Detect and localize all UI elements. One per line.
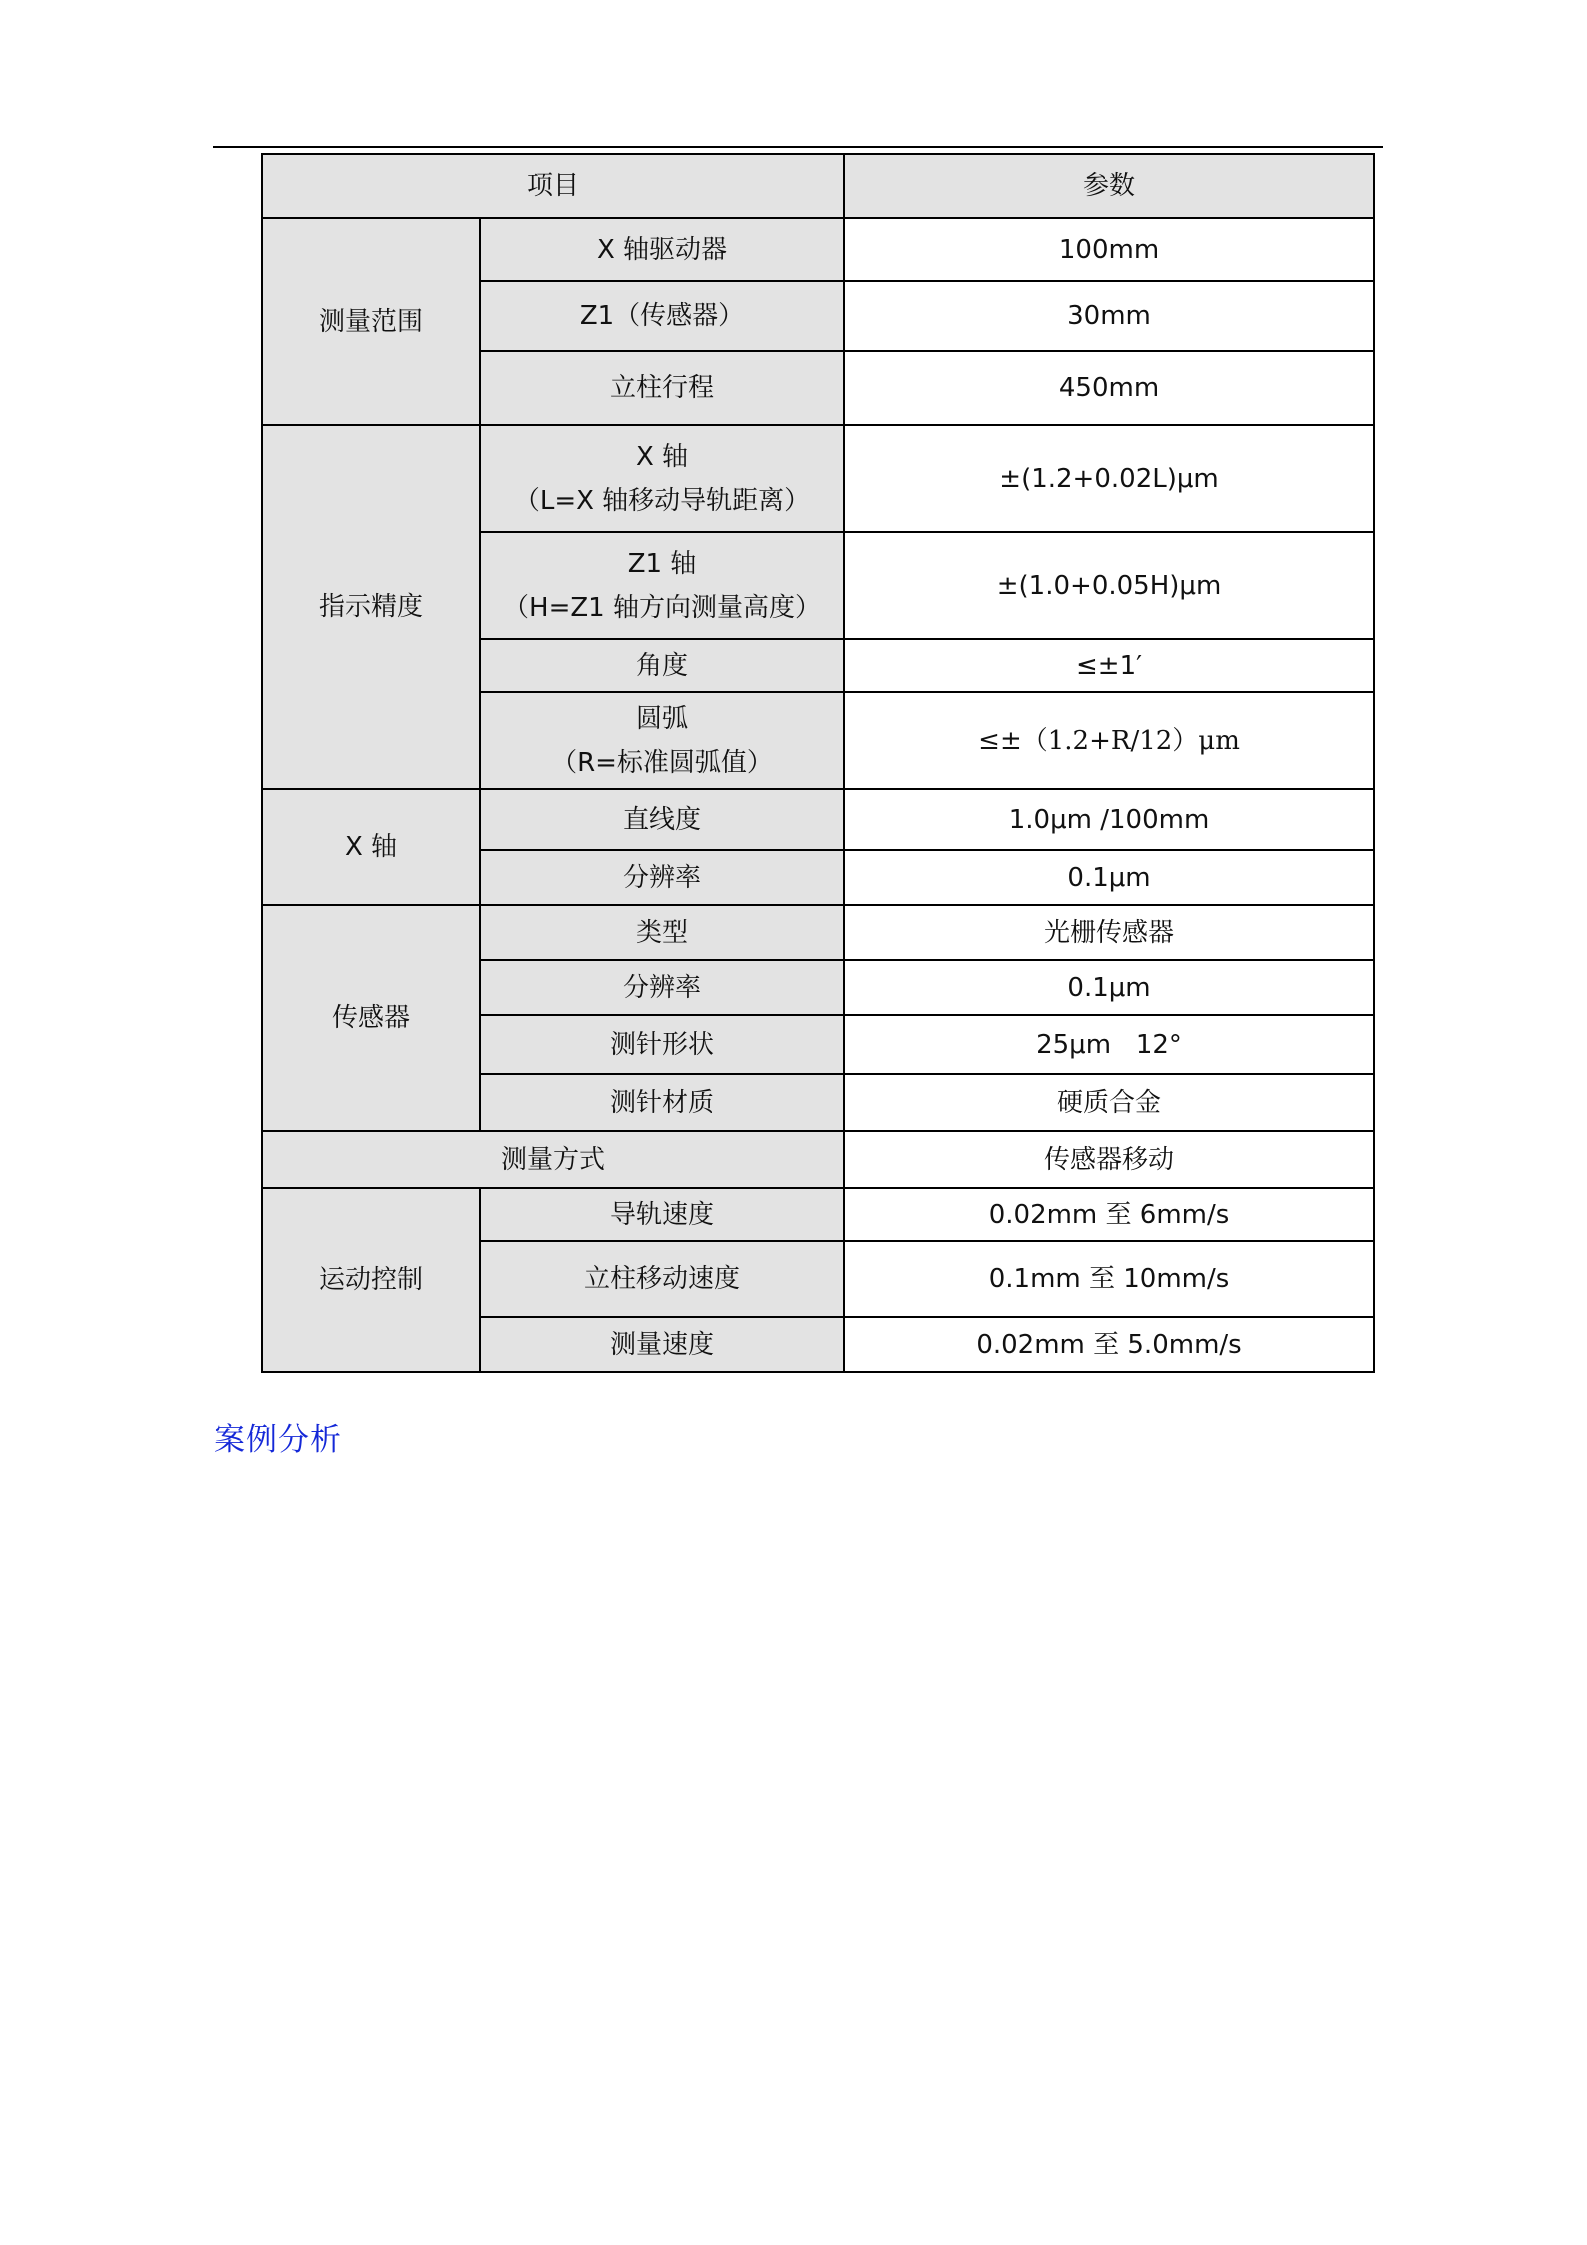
- row-item: 测针材质: [480, 1074, 844, 1131]
- row-item: [480, 532, 844, 639]
- row-item: [480, 425, 844, 532]
- row-item: 分辨率: [480, 850, 844, 905]
- group-sensor: 传感器: [262, 905, 480, 1131]
- row-item-note: （R=标准圆弧值）: [551, 747, 773, 778]
- row-value: ≤±1′: [844, 639, 1374, 692]
- row-item: 测针形状: [480, 1015, 844, 1074]
- table-row: [262, 1188, 1374, 1241]
- row-value: 光栅传感器: [844, 905, 1374, 960]
- row-value: ±(1.0+0.05H)μm: [844, 532, 1374, 639]
- table-row: [262, 905, 1374, 960]
- row-item-main: Z1 轴: [627, 548, 697, 579]
- table-header-row: [262, 154, 1374, 218]
- row-value: 25μm 12°: [844, 1015, 1374, 1074]
- row-item: [480, 692, 844, 789]
- row-value: 0.02mm 至 6mm/s: [844, 1188, 1374, 1241]
- section-heading-case-analysis[interactable]: 案例分析: [214, 1422, 342, 1458]
- row-item: 分辨率: [480, 960, 844, 1015]
- row-value: 传感器移动: [844, 1131, 1374, 1188]
- table-row: [262, 1131, 1374, 1188]
- table-row: [262, 789, 1374, 850]
- page-top-rule: [213, 146, 1383, 148]
- group-measure-method: 测量方式: [262, 1131, 844, 1188]
- row-item: 立柱移动速度: [480, 1241, 844, 1317]
- header-item: 项目: [262, 154, 844, 218]
- table-row: [262, 218, 1374, 281]
- row-item: 立柱行程: [480, 351, 844, 425]
- row-value: 30mm: [844, 281, 1374, 351]
- row-value: 1.0μm /100mm: [844, 789, 1374, 850]
- group-motion-control: 运动控制: [262, 1188, 480, 1372]
- row-value: ±(1.2+0.02L)μm: [844, 425, 1374, 532]
- row-value: ≤±（1.2+R/12）μm: [844, 692, 1374, 789]
- header-param: 参数: [844, 154, 1374, 218]
- row-item: 导轨速度: [480, 1188, 844, 1241]
- row-value: 0.1μm: [844, 850, 1374, 905]
- group-x-axis: X 轴: [262, 789, 480, 905]
- row-item: 直线度: [480, 789, 844, 850]
- row-item: X 轴驱动器: [480, 218, 844, 281]
- row-item-main: X 轴: [635, 441, 689, 472]
- spec-table: [261, 153, 1375, 1373]
- row-item-main: 圆弧: [636, 703, 689, 734]
- row-item: 角度: [480, 639, 844, 692]
- row-value: 450mm: [844, 351, 1374, 425]
- row-item: 类型: [480, 905, 844, 960]
- group-measure-range: 测量范围: [262, 218, 480, 425]
- row-value: 100mm: [844, 218, 1374, 281]
- row-value: 0.1μm: [844, 960, 1374, 1015]
- group-accuracy: 指示精度: [262, 425, 480, 789]
- row-item-note: （H=Z1 轴方向测量高度）: [503, 592, 821, 623]
- row-item: 测量速度: [480, 1317, 844, 1372]
- table-row: [262, 425, 1374, 532]
- row-value: 硬质合金: [844, 1074, 1374, 1131]
- row-item: Z1（传感器）: [480, 281, 844, 351]
- row-value: 0.1mm 至 10mm/s: [844, 1241, 1374, 1317]
- row-value: 0.02mm 至 5.0mm/s: [844, 1317, 1374, 1372]
- row-item-note: （L=X 轴移动导轨距离）: [513, 485, 811, 516]
